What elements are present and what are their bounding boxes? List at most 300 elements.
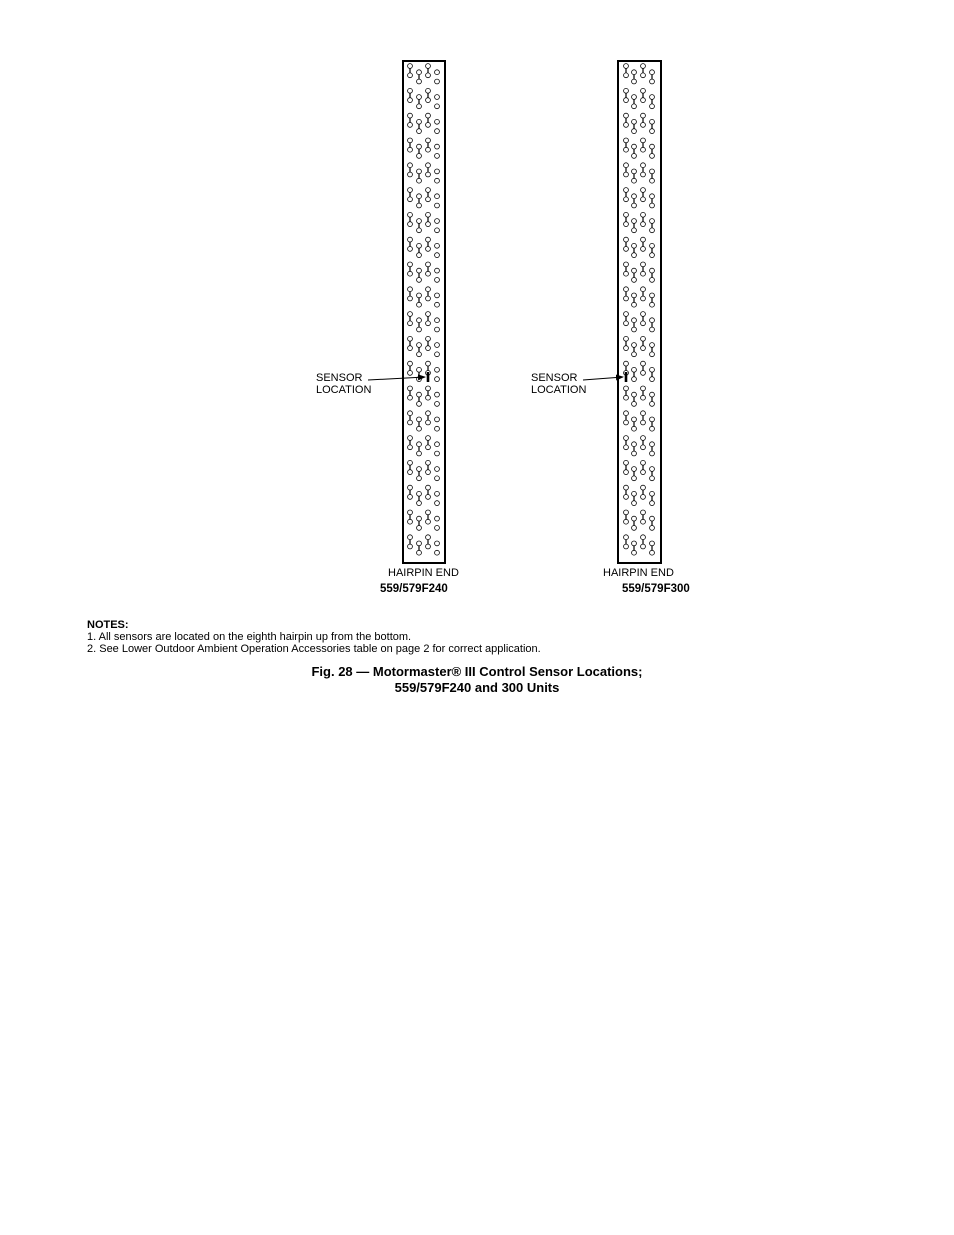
tube [641,361,646,366]
tube [426,445,431,450]
tube [426,247,431,252]
tube [417,501,422,506]
tube [624,113,629,118]
tube [632,194,637,199]
tube [426,321,431,326]
tube [641,386,646,391]
tube [624,519,629,524]
tube [641,212,646,217]
tube [650,228,655,233]
tube [624,510,629,515]
tube [624,485,629,490]
tube [624,64,629,69]
tube [426,113,431,118]
tube [632,501,637,506]
tube [426,123,431,128]
tube [417,442,422,447]
tube [650,104,655,109]
tube [435,95,440,100]
tube [408,485,413,490]
tube [632,243,637,248]
tube [624,287,629,292]
tube [426,64,431,69]
tube [426,88,431,93]
tube [435,79,440,84]
tube [641,460,646,465]
tube [624,147,629,152]
tube [408,361,413,366]
tube [641,544,646,549]
tube [650,194,655,199]
tube [641,222,646,227]
tube [426,420,431,425]
tube [426,188,431,193]
tube [650,467,655,472]
tube [417,516,422,521]
tube [435,253,440,258]
caption-line-1: Fig. 28 — Motormaster® III Control Sensor Locations; [311,664,643,679]
tube [624,445,629,450]
tube [417,119,422,124]
tube [641,113,646,118]
tube [650,442,655,447]
tube [435,243,440,248]
coil-panel-f300 [583,61,661,563]
tube [624,312,629,317]
tube [641,519,646,524]
tube [408,445,413,450]
tube [641,147,646,152]
tube [650,95,655,100]
tube [408,510,413,515]
tube [408,98,413,103]
tube [426,361,431,366]
tube [426,262,431,267]
tube [417,550,422,555]
tube [426,197,431,202]
tube [632,154,637,159]
tube [408,212,413,217]
tube [641,420,646,425]
sensor-label-f300: SENSOR LOCATION [531,372,587,396]
tube [641,296,646,301]
tube [632,219,637,224]
tube [408,312,413,317]
tube [417,526,422,531]
tube [641,436,646,441]
tube [641,172,646,177]
tube [624,544,629,549]
tube [426,485,431,490]
tube [641,371,646,376]
tube [624,222,629,227]
tube [641,64,646,69]
sensor-label-f240: SENSOR LOCATION [316,372,372,396]
tube [650,541,655,546]
tube [435,203,440,208]
tube [435,228,440,233]
tube [632,119,637,124]
tube [632,343,637,348]
tube [408,386,413,391]
coil-panel-f240 [368,61,445,563]
tube [426,222,431,227]
tube [426,519,431,524]
tube [632,550,637,555]
tube [624,495,629,500]
tube [426,138,431,143]
tube [408,138,413,143]
tube [650,219,655,224]
tube [435,70,440,75]
tube [417,144,422,149]
tube [650,377,655,382]
tube [641,312,646,317]
tube [426,510,431,515]
tube [435,144,440,149]
tube [408,411,413,416]
tube [632,169,637,174]
tube [624,98,629,103]
tube [624,470,629,475]
tube [624,321,629,326]
tube [408,336,413,341]
tube [650,451,655,456]
tube [417,491,422,496]
tube [624,386,629,391]
tube [650,352,655,357]
tube [426,470,431,475]
tube [632,467,637,472]
tube [641,535,646,540]
tube [417,169,422,174]
tube [426,271,431,276]
tube [624,163,629,168]
tube [641,123,646,128]
tube [417,467,422,472]
tube [426,495,431,500]
tube [417,417,422,422]
tube [408,88,413,93]
tube [632,377,637,382]
tube [650,79,655,84]
tube [426,147,431,152]
tube [641,321,646,326]
tube [417,228,422,233]
tube [435,219,440,224]
tube [417,451,422,456]
tube [641,247,646,252]
tube [426,535,431,540]
tube [435,343,440,348]
tube [624,420,629,425]
tube [632,526,637,531]
tube [408,172,413,177]
tube [624,535,629,540]
tube [435,402,440,407]
tube [417,343,422,348]
tube [632,402,637,407]
tube [624,361,629,366]
tube [641,395,646,400]
tube [641,495,646,500]
tube [435,352,440,357]
tube [641,98,646,103]
caption-line-2: 559/579F240 and 300 Units [394,680,560,695]
tube [632,268,637,273]
tube [408,197,413,202]
tube [641,271,646,276]
tube [435,169,440,174]
tube [650,144,655,149]
tube [650,417,655,422]
tube [417,243,422,248]
tube [417,476,422,481]
tube [435,467,440,472]
tube [624,271,629,276]
tube [426,172,431,177]
tube [408,73,413,78]
tube [650,253,655,258]
tube [632,79,637,84]
tube [417,253,422,258]
tube [408,247,413,252]
tube [650,293,655,298]
tube [435,293,440,298]
tube [632,417,637,422]
tube [650,178,655,183]
tube [408,519,413,524]
tube [650,516,655,521]
tube [426,395,431,400]
tube [650,550,655,555]
tube [632,451,637,456]
tube [435,491,440,496]
tube [435,194,440,199]
tube [417,154,422,159]
tube [435,268,440,273]
tube [624,247,629,252]
tube [632,228,637,233]
tube [435,327,440,332]
tube [641,336,646,341]
tube [417,278,422,283]
tube [417,327,422,332]
tube [624,237,629,242]
tube [624,88,629,93]
tube [408,321,413,326]
tube [435,526,440,531]
tube [624,460,629,465]
tube [408,460,413,465]
note-item: 1. All sensors are located on the eighth hairpin up from the bottom. [87,631,412,643]
tube [408,262,413,267]
tube [650,243,655,248]
tube [426,287,431,292]
tube [408,535,413,540]
tube [435,377,440,382]
tube [426,336,431,341]
tube [417,104,422,109]
tube [632,426,637,431]
tube [632,278,637,283]
tube [632,95,637,100]
tube [417,367,422,372]
tube [624,172,629,177]
tube [417,402,422,407]
tube [426,237,431,242]
tube [650,526,655,531]
tube [408,113,413,118]
tube [408,495,413,500]
tube [417,318,422,323]
tube [417,203,422,208]
tube [417,426,422,431]
tube [632,253,637,258]
tube [650,268,655,273]
tube [641,510,646,515]
tube [650,154,655,159]
tube [435,318,440,323]
note-item: 2. See Lower Outdoor Ambient Operation Accessories table on page 2 for correct application. [87,643,541,655]
tube [426,98,431,103]
tube [408,271,413,276]
tube [435,541,440,546]
tube [650,367,655,372]
tube [426,411,431,416]
tube [624,296,629,301]
tube [650,501,655,506]
tube [426,346,431,351]
tube [408,163,413,168]
tube [426,163,431,168]
tube [624,123,629,128]
tube [624,212,629,217]
model-label-f300: 559/579F300 [622,583,690,595]
tube [426,386,431,391]
tube [641,287,646,292]
tube [632,516,637,521]
tube [435,392,440,397]
figure-caption [0,664,954,696]
tube [435,516,440,521]
tube [426,436,431,441]
tube [435,550,440,555]
tube [408,296,413,301]
tube [632,104,637,109]
tube [408,371,413,376]
tube [632,70,637,75]
tube [435,476,440,481]
notes-block [87,619,541,655]
tube [435,302,440,307]
tube [641,411,646,416]
tube [408,346,413,351]
tube [632,367,637,372]
tube [408,395,413,400]
tube [426,544,431,549]
tube [417,194,422,199]
tube [435,442,440,447]
tube [650,476,655,481]
tube [632,178,637,183]
tube [417,302,422,307]
tube [417,129,422,134]
tube [417,219,422,224]
tube [624,197,629,202]
tube [632,129,637,134]
tube [641,237,646,242]
tube [408,470,413,475]
tube [632,352,637,357]
tube [624,138,629,143]
tube [650,302,655,307]
tube [426,312,431,317]
tube [408,147,413,152]
tube [641,73,646,78]
tube [650,129,655,134]
tube [632,541,637,546]
tube [624,436,629,441]
tube [435,417,440,422]
tube [632,327,637,332]
tube [408,544,413,549]
tube [650,203,655,208]
tube [632,318,637,323]
tube [408,436,413,441]
tube [435,129,440,134]
tube [417,178,422,183]
tube [426,73,431,78]
tube [624,395,629,400]
tube [435,119,440,124]
tube [632,293,637,298]
tube [650,402,655,407]
tube [632,203,637,208]
tube [641,197,646,202]
tube [417,293,422,298]
tube [624,411,629,416]
tube [641,138,646,143]
tube [632,442,637,447]
tube [641,88,646,93]
tube [408,237,413,242]
tube [435,278,440,283]
tube [408,188,413,193]
model-label-f240: 559/579F240 [380,583,448,595]
tube [624,262,629,267]
tube [426,460,431,465]
tube [650,343,655,348]
tube [641,485,646,490]
tube [417,70,422,75]
tube [624,336,629,341]
tube [408,64,413,69]
tube [408,420,413,425]
tube [650,278,655,283]
tube [426,296,431,301]
tube [624,188,629,193]
tube [624,73,629,78]
tube [408,222,413,227]
tube [650,119,655,124]
tube [641,163,646,168]
tube [417,541,422,546]
tube [417,268,422,273]
tube [641,262,646,267]
tube [650,327,655,332]
tube [650,426,655,431]
